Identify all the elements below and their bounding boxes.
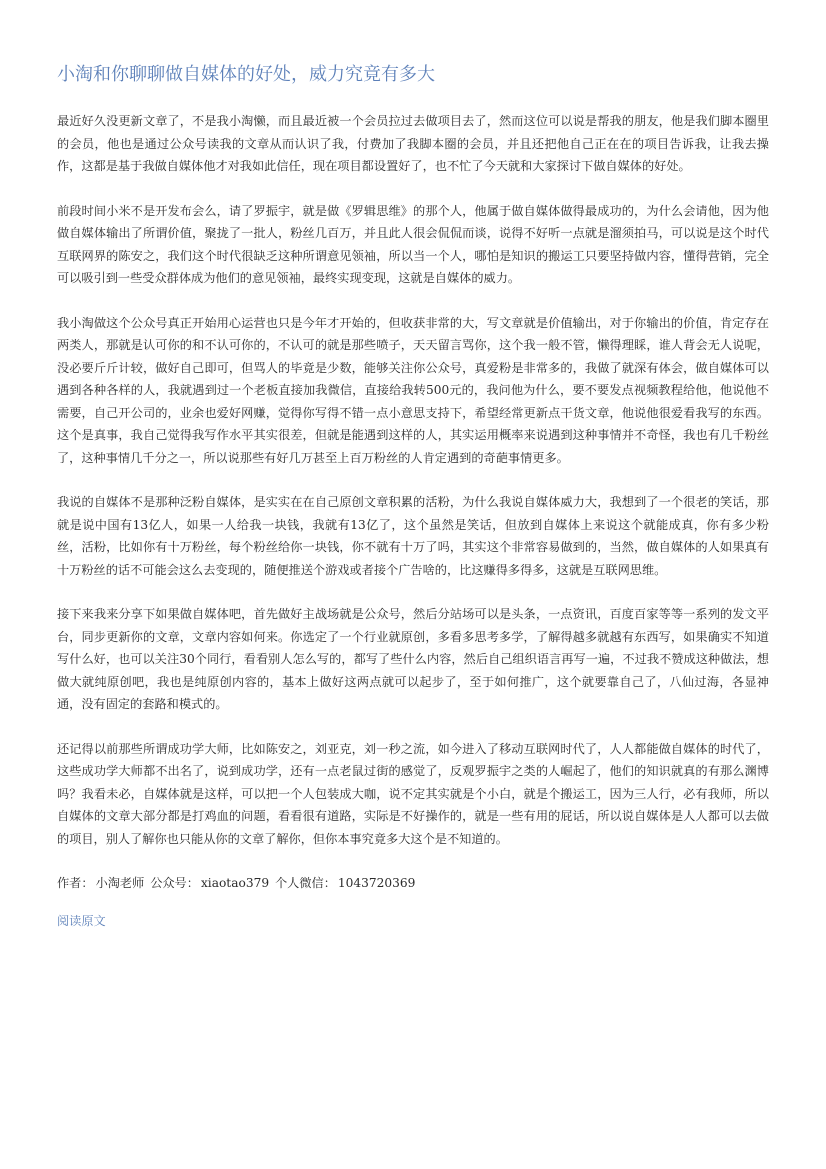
paragraph-1: 最近好久没更新文章了，不是我小淘懒，而且最近被一个会员拉过去做项目去了，然而这位可以说是帮我的朋友，他是我们脚本圈里的会员，他也是通过公众号读我的文章从而认识了我，付费加了我脚本圈的会员，并且还把他自己正在在的项目告诉我，让我去操作，这都是基于我做自媒体他才对我如此信任，现在项目都设置好了，也不忙了今天就和大家探讨下做自媒体的好处。 <box>57 114 769 173</box>
author-label: 作者： <box>57 876 94 890</box>
paragraph-2: 前段时间小米不是开发布会么，请了罗振宇，就是做《罗辑思维》的那个人，他属于做自媒体做得最成功的，为什么会请他，因为他做自媒体输出了所谓价值，聚拢了一批人，粉丝几百万，并且此人很会侃侃而谈，说得不好听一点就是溜须拍马，可以说是这个时代互联网界的陈安之，我们这个时代很缺乏这种所谓意见领袖，所以当一个人，哪怕是知识的搬运工只要坚持做内容，懂得营销，完全可以吸引到一些受众群体成为他们的意见领袖，最终实现变现，这就是自媒体的威力。 <box>57 203 769 285</box>
wechat-label: 个人微信： <box>274 876 336 890</box>
article <box>57 62 769 932</box>
article-title: 小淘和你聊聊做自媒体的好处，威力究竟有多大 <box>57 64 435 85</box>
read-original-link[interactable]: 阅读原文 <box>57 914 106 928</box>
account-label: 公众号： <box>150 876 199 890</box>
paragraph-3: 我小淘做这个公众号真正开始用心运营也只是今年才开始的，但收获非常的大，写文章就是价值输出，对于你输出的价值，肯定存在两类人，那就是认可你的和不认可你的，不认可的就是那些喷子，天天留言骂你，这个我一般不管，懒得理睬，谁人背会无人说呢，没必要斤斤计较，做好自己即可，但骂人的毕竟是少数，能够关注你公众号，真爱粉是非常多的，我做了就深有体会，做自媒体可以遇到各种各样的人，我就遇到过一个老板直接加我微信，直接给我转500元的，我问他为什么，要不要发点视频教程给他，他说他不需要，自己开公司的，业余也爱好网赚，觉得你写得不错一点小意思支持下，希望经常更新点干货文章，他说他很爱看我写的东西。这个是真事，我自己觉得我写作水平其实很差，但就是能遇到这样的人，其实运用概率来说遇到这种事情并不奇怪，我也有几千粉丝了，这种事情几千分之一，所以说那些有好几万甚至上百万粉丝的人肯定遇到的奇葩事情更多。 <box>57 315 769 465</box>
author-line <box>57 872 769 894</box>
paragraph-5: 接下来我来分享下如果做自媒体吧，首先做好主战场就是公众号，然后分站场可以是头条，一点资讯，百度百家等等一系列的发文平台，同步更新你的文章，文章内容如何来。你选定了一个行业就原创，多看多思考多学，了解得越多就越有东西写，如果确实不知道写什么好，也可以关注30个同行，看看别人怎么写的，都写了些什么内容，然后自己组织语言再写一遍，不过我不赞成这种做法，想做大就纯原创吧，我也是纯原创内容的，基本上做好这两点就可以起步了，至于如何推广，这个就要靠自己了，八仙过海，各显神通，没有固定的套路和模式的。 <box>57 607 769 711</box>
author-name: 小淘老师 <box>95 876 145 890</box>
paragraph-6: 还记得以前那些所谓成功学大师，比如陈安之，刘亚克，刘一秒之流，如今进入了移动互联网时代了，人人都能做自媒体的时代了，这些成功学大师都不出名了，说到成功学，还有一点老鼠过街的感觉了，反观罗振宇之类的人崛起了，他们的知识就真的有那么渊博吗？我看未必，自媒体就是这样，可以把一个人包装成大咖，说不定其实就是个小白，就是个搬运工，因为三人行，必有我师，所以自媒体的文章大部分都是打鸡血的问题，看看很有道路，实际是不好操作的，就是一些有用的屁话，所以说自媒体是人人都可以去做的项目，别人了解你也只能从你的文章了解你，但你本事究竟多大这个是不知道的。 <box>57 741 769 846</box>
wechat-value: 1043720369 <box>337 876 416 890</box>
paragraph-4: 我说的自媒体不是那种泛粉自媒体，是实实在在自己原创文章积累的活粉，为什么我说自媒体威力大，我想到了一个很老的笑话，那就是说中国有13亿人，如果一人给我一块钱，我就有13亿了，这个虽然是笑话，但放到自媒体上来说这个就能成真，你有多少粉丝，活粉，比如你有十万粉丝，每个粉丝给你一块钱，你不就有十万了吗，其实这个非常容易做到的，当然，做自媒体的人如果真有十万粉丝的话不可能会这么去变现的，随便推送个游戏或者接个广告啥的，比这赚得多得多，这就是互联网思维。 <box>57 495 769 577</box>
account-value: xiaotao379 <box>200 876 270 890</box>
